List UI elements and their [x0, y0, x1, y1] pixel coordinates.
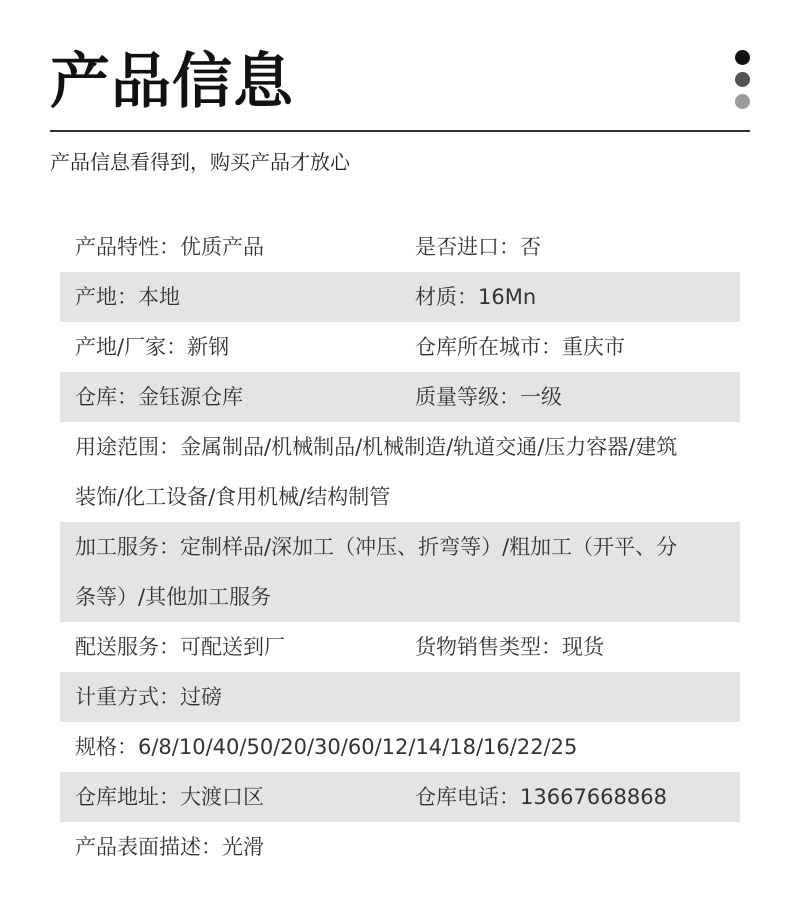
info-cell-weighing: 计重方式：过磅 [75, 685, 222, 709]
table-row [60, 422, 740, 522]
info-cell-sales-type: 货物销售类型：现货 [415, 635, 604, 659]
info-cell-product-feature: 产品特性：优质产品 [75, 235, 264, 259]
info-cell-warehouse-address: 仓库地址：大渡口区 [75, 785, 264, 809]
dot-3 [735, 94, 750, 109]
info-cell-imported: 是否进口：否 [415, 235, 541, 259]
info-cell-warehouse-city: 仓库所在城市：重庆市 [415, 335, 625, 359]
product-info-table [60, 222, 740, 872]
table-row [60, 272, 740, 322]
table-row [60, 672, 740, 722]
info-cell-origin: 产地：本地 [75, 285, 180, 309]
page-subtitle: 产品信息看得到，购买产品才放心 [50, 150, 350, 174]
page-title: 产品信息 [50, 47, 294, 117]
info-cell-specs: 规格：6/8/10/40/50/20/30/60/12/14/18/16/22/25 [75, 735, 578, 759]
info-cell-warehouse: 仓库：金钰源仓库 [75, 385, 243, 409]
info-cell-material: 材质：16Mn [415, 285, 537, 309]
info-cell-processing: 加工服务：定制样品/深加工（冲压、折弯等）/粗加工（开平、分条等）/其他加工服务 [75, 535, 678, 609]
table-row [60, 822, 740, 872]
title-divider [50, 130, 750, 132]
dot-1 [735, 50, 750, 65]
table-row [60, 722, 740, 772]
table-row [60, 522, 740, 622]
table-row [60, 222, 740, 272]
table-row [60, 372, 740, 422]
info-cell-delivery: 配送服务：可配送到厂 [75, 635, 285, 659]
table-row [60, 772, 740, 822]
info-cell-surface: 产品表面描述：光滑 [75, 835, 264, 859]
info-cell-manufacturer: 产地/厂家：新钢 [75, 335, 230, 359]
info-cell-usage: 用途范围：金属制品/机械制品/机械制造/轨道交通/压力容器/建筑装饰/化工设备/食用机械/结构制管 [75, 435, 678, 509]
info-cell-quality-grade: 质量等级：一级 [415, 385, 562, 409]
table-row [60, 322, 740, 372]
table-row [60, 622, 740, 672]
dots-decoration [735, 50, 751, 116]
dot-2 [735, 72, 750, 87]
info-cell-warehouse-phone: 仓库电话：13667668868 [415, 785, 667, 809]
